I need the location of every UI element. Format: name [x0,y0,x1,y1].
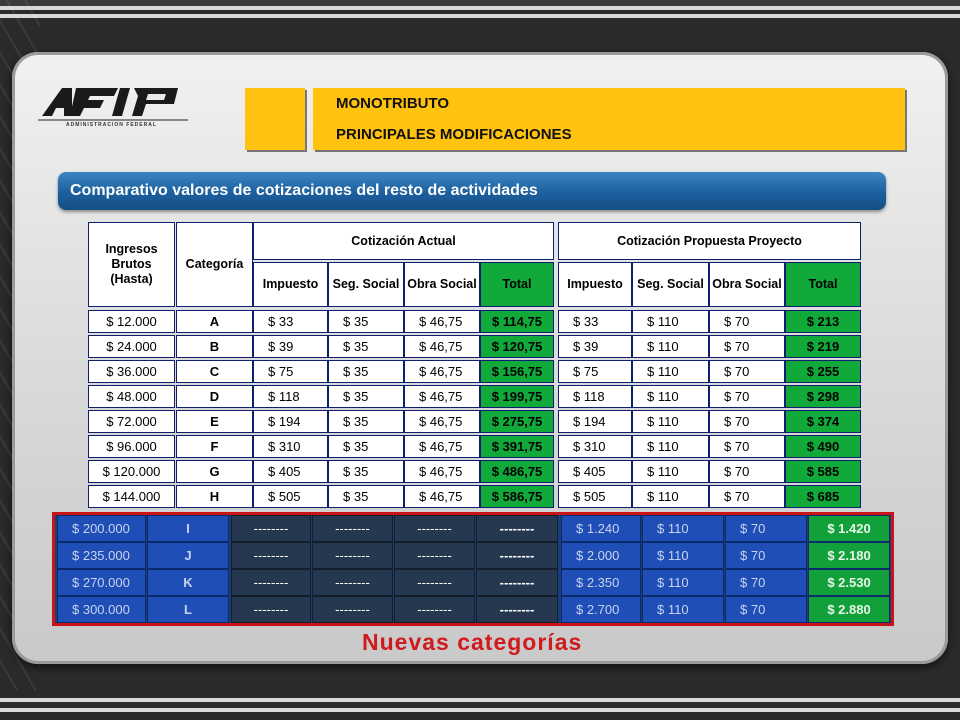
row-actual-0: $ 33 [253,310,328,333]
row-propuesta-0: $ 39 [558,335,632,358]
subheader-propuesta-3: Total [785,262,861,307]
row-actual-3: $ 275,75 [480,410,554,433]
row-propuesta-3: $ 298 [785,385,861,408]
row-categoria: H [176,485,253,508]
row-ingresos: $ 36.000 [88,360,175,383]
new-row-categoria: L [147,596,229,623]
row-actual-0: $ 310 [253,435,328,458]
row-ingresos: $ 48.000 [88,385,175,408]
header-line2: PRINCIPALES MODIFICACIONES [336,126,572,143]
row-actual-3: $ 120,75 [480,335,554,358]
new-row-propuesta-3: $ 1.420 [808,515,890,542]
new-row-propuesta-0: $ 1.240 [561,515,641,542]
row-ingresos: $ 120.000 [88,460,175,483]
new-row-categoria: K [147,569,229,596]
new-row-propuesta-0: $ 2.700 [561,596,641,623]
bottom-stripes [0,690,960,720]
row-ingresos: $ 144.000 [88,485,175,508]
subheader-propuesta-0: Impuesto [558,262,632,307]
new-categories-label: Nuevas categorías [362,629,583,655]
row-actual-0: $ 505 [253,485,328,508]
logo-subtitle: ADMINISTRACION FEDERAL [66,122,157,128]
subheader-actual-1: Seg. Social [328,262,404,307]
subheader-actual-0: Impuesto [253,262,328,307]
new-row-propuesta-2: $ 70 [725,569,807,596]
row-propuesta-0: $ 75 [558,360,632,383]
new-row-ingresos: $ 270.000 [57,569,146,596]
new-row-actual-0: -------- [231,569,311,596]
subheader-propuesta-2: Obra Social [709,262,785,307]
row-actual-0: $ 75 [253,360,328,383]
row-actual-3: $ 156,75 [480,360,554,383]
new-row-ingresos: $ 300.000 [57,596,146,623]
subheader-propuesta-1: Seg. Social [632,262,709,307]
new-row-actual-0: -------- [231,542,311,569]
new-row-categoria: J [147,542,229,569]
row-propuesta-2: $ 70 [709,310,785,333]
row-actual-0: $ 39 [253,335,328,358]
row-actual-2: $ 46,75 [404,310,480,333]
row-propuesta-0: $ 505 [558,485,632,508]
new-row-actual-2: -------- [394,596,475,623]
new-row-actual-3: -------- [476,515,558,542]
new-row-propuesta-1: $ 110 [642,569,724,596]
row-propuesta-2: $ 70 [709,460,785,483]
new-row-propuesta-1: $ 110 [642,542,724,569]
header-categoria: Categoría [176,222,253,307]
row-actual-3: $ 486,75 [480,460,554,483]
new-row-actual-1: -------- [312,596,393,623]
new-row-propuesta-3: $ 2.530 [808,569,890,596]
new-row-propuesta-2: $ 70 [725,542,807,569]
row-propuesta-3: $ 490 [785,435,861,458]
row-propuesta-3: $ 219 [785,335,861,358]
row-propuesta-2: $ 70 [709,435,785,458]
row-propuesta-3: $ 585 [785,460,861,483]
row-propuesta-1: $ 110 [632,385,709,408]
row-actual-2: $ 46,75 [404,335,480,358]
row-propuesta-1: $ 110 [632,435,709,458]
row-actual-2: $ 46,75 [404,460,480,483]
row-propuesta-1: $ 110 [632,360,709,383]
row-propuesta-2: $ 70 [709,410,785,433]
new-row-propuesta-2: $ 70 [725,596,807,623]
row-propuesta-1: $ 110 [632,310,709,333]
new-row-propuesta-3: $ 2.880 [808,596,890,623]
row-propuesta-3: $ 374 [785,410,861,433]
row-propuesta-1: $ 110 [632,410,709,433]
header-square [245,88,305,150]
row-propuesta-3: $ 213 [785,310,861,333]
row-actual-2: $ 46,75 [404,410,480,433]
row-actual-2: $ 46,75 [404,385,480,408]
section-title: Comparativo valores de cotizaciones del resto de actividades [70,182,538,199]
row-categoria: D [176,385,253,408]
new-row-actual-1: -------- [312,515,393,542]
row-propuesta-0: $ 118 [558,385,632,408]
row-ingresos: $ 72.000 [88,410,175,433]
row-categoria: A [176,310,253,333]
header-ingresos: Ingresos Brutos (Hasta) [88,222,175,307]
row-actual-3: $ 114,75 [480,310,554,333]
afip-logo [38,82,188,138]
new-row-ingresos: $ 200.000 [57,515,146,542]
subheader-actual-2: Obra Social [404,262,480,307]
row-actual-1: $ 35 [328,335,404,358]
new-row-propuesta-2: $ 70 [725,515,807,542]
new-row-categoria: I [147,515,229,542]
row-actual-3: $ 391,75 [480,435,554,458]
row-actual-2: $ 46,75 [404,435,480,458]
header-cotizacion-propuesta: Cotización Propuesta Proyecto [558,222,861,260]
row-actual-1: $ 35 [328,460,404,483]
row-propuesta-1: $ 110 [632,335,709,358]
row-categoria: B [176,335,253,358]
row-actual-1: $ 35 [328,410,404,433]
row-ingresos: $ 24.000 [88,335,175,358]
new-row-actual-1: -------- [312,542,393,569]
new-row-actual-2: -------- [394,542,475,569]
new-row-actual-2: -------- [394,569,475,596]
row-ingresos: $ 96.000 [88,435,175,458]
row-propuesta-0: $ 194 [558,410,632,433]
row-categoria: E [176,410,253,433]
row-propuesta-3: $ 255 [785,360,861,383]
row-propuesta-3: $ 685 [785,485,861,508]
row-actual-0: $ 118 [253,385,328,408]
header-line1: MONOTRIBUTO [336,95,450,112]
new-row-actual-0: -------- [231,515,311,542]
row-actual-3: $ 199,75 [480,385,554,408]
new-row-propuesta-0: $ 2.350 [561,569,641,596]
row-propuesta-0: $ 405 [558,460,632,483]
new-row-actual-1: -------- [312,569,393,596]
new-row-actual-3: -------- [476,542,558,569]
row-categoria: F [176,435,253,458]
row-actual-3: $ 586,75 [480,485,554,508]
row-propuesta-2: $ 70 [709,360,785,383]
new-row-actual-2: -------- [394,515,475,542]
row-categoria: C [176,360,253,383]
new-row-propuesta-1: $ 110 [642,515,724,542]
row-actual-1: $ 35 [328,310,404,333]
row-actual-1: $ 35 [328,360,404,383]
header-cotizacion-actual: Cotización Actual [253,222,554,260]
new-row-propuesta-1: $ 110 [642,596,724,623]
new-row-ingresos: $ 235.000 [57,542,146,569]
row-actual-0: $ 194 [253,410,328,433]
row-ingresos: $ 12.000 [88,310,175,333]
row-actual-1: $ 35 [328,485,404,508]
row-propuesta-1: $ 110 [632,460,709,483]
new-row-propuesta-0: $ 2.000 [561,542,641,569]
new-row-actual-3: -------- [476,596,558,623]
row-propuesta-2: $ 70 [709,335,785,358]
row-propuesta-0: $ 310 [558,435,632,458]
new-row-actual-3: -------- [476,569,558,596]
row-actual-2: $ 46,75 [404,485,480,508]
row-actual-1: $ 35 [328,385,404,408]
row-propuesta-2: $ 70 [709,385,785,408]
row-actual-2: $ 46,75 [404,360,480,383]
row-propuesta-2: $ 70 [709,485,785,508]
row-actual-1: $ 35 [328,435,404,458]
row-propuesta-0: $ 33 [558,310,632,333]
subheader-actual-3: Total [480,262,554,307]
row-actual-0: $ 405 [253,460,328,483]
row-categoria: G [176,460,253,483]
new-row-propuesta-3: $ 2.180 [808,542,890,569]
row-propuesta-1: $ 110 [632,485,709,508]
new-row-actual-0: -------- [231,596,311,623]
